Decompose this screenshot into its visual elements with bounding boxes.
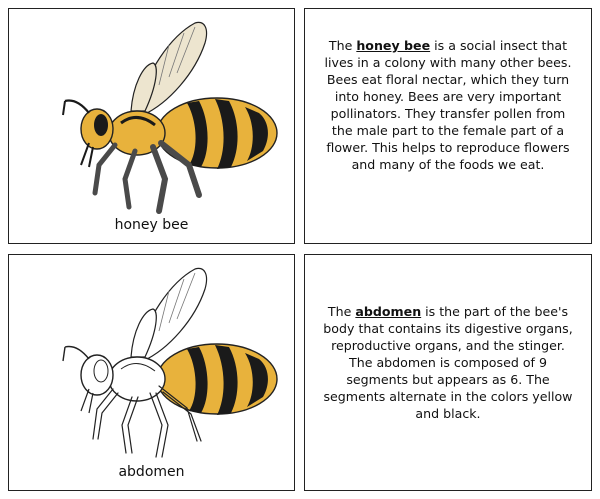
abdomen-illustration	[19, 261, 286, 461]
abdomen-picture-card	[8, 254, 295, 491]
term-abdomen: abdomen	[355, 304, 422, 319]
card-caption-honey-bee: honey bee	[114, 217, 189, 233]
honey-bee-description: The honey bee is a social insect that lives in a colony with many other bees. Bees eat floral nectar, which they turn into honey. Bees are very important pollinators. They transfer pollen from the male part to the female part of a flower. This helps to reproduce flowers and many of the foods we eat.	[324, 38, 572, 172]
honey-bee-description-card	[304, 8, 592, 244]
abdomen-description: The abdomen is the part of the bee's body that contains its digestive organs, reproductive organs, and the stinger. The abdomen is composed of 9 segments but appears as 6. The segments alternate in the colors yellow and black.	[323, 304, 573, 421]
card-caption-abdomen: abdomen	[118, 464, 185, 480]
honey-bee-picture-card	[8, 8, 295, 244]
term-honey-bee: honey bee	[356, 38, 431, 53]
honey-bee-illustration	[19, 15, 286, 215]
abdomen-description-card	[304, 254, 592, 491]
